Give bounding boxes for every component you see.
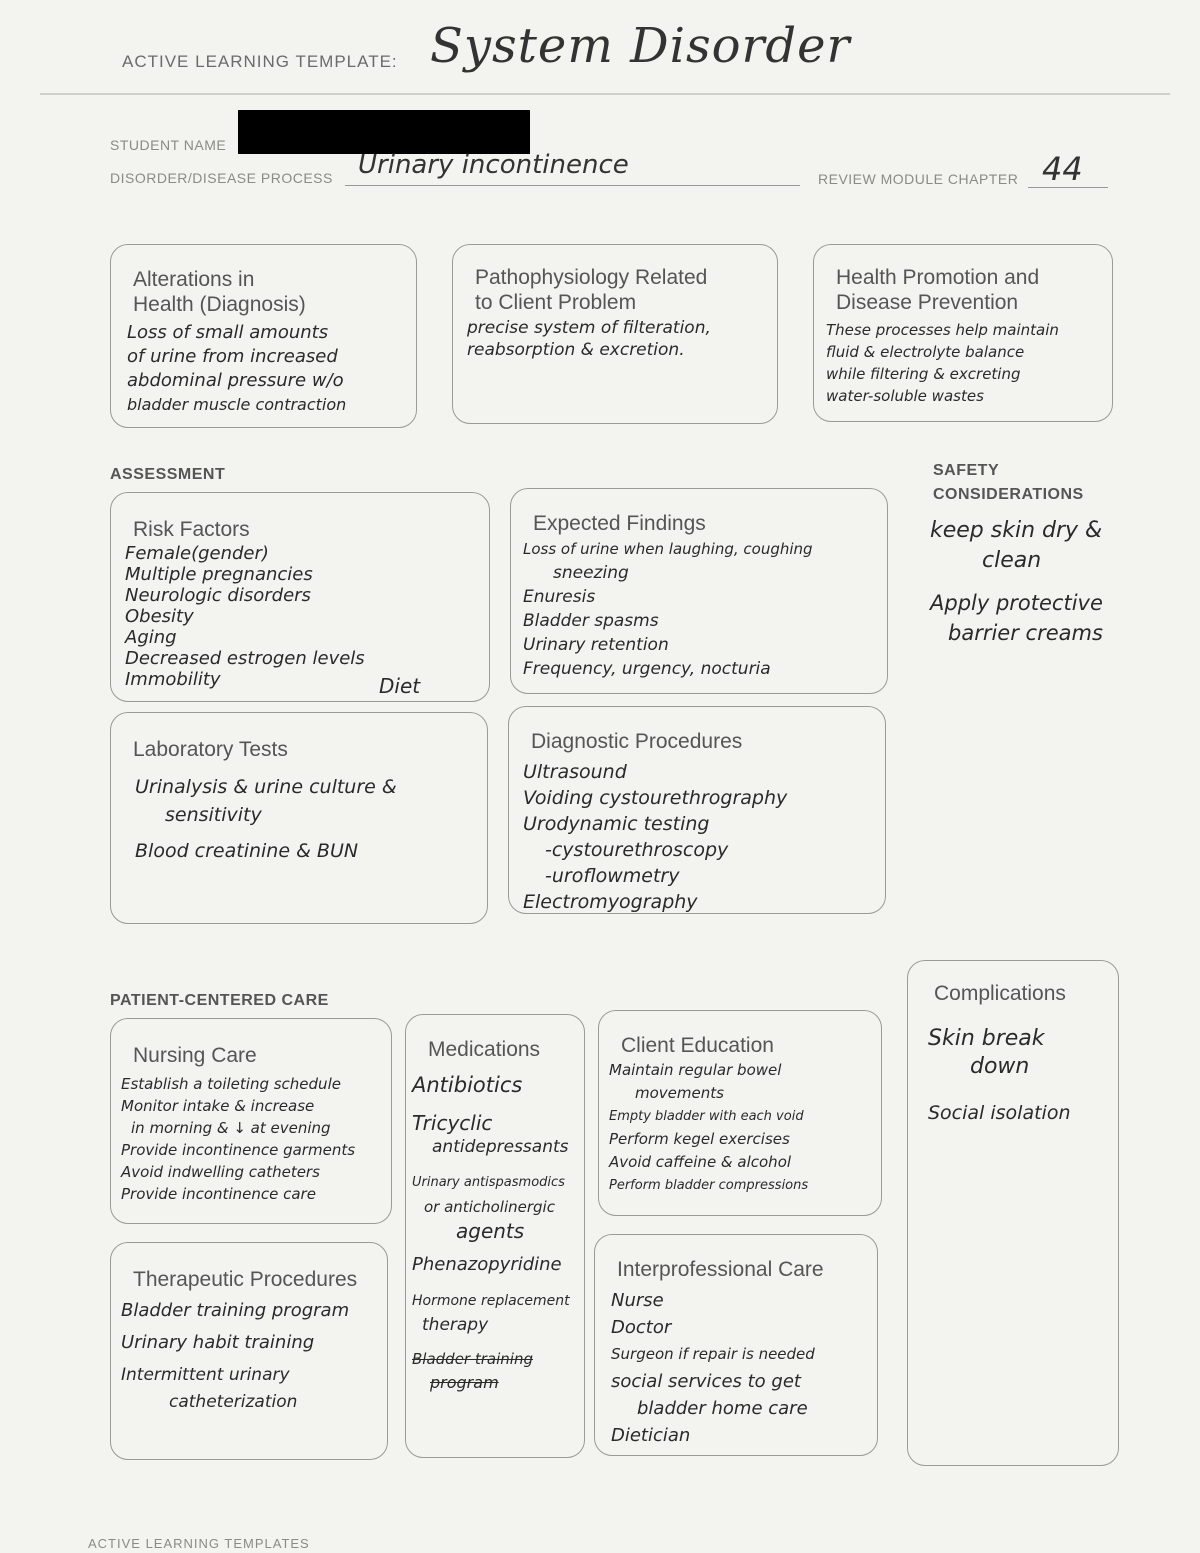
interprofessional-item: Surgeon if repair is needed [611,1345,815,1363]
template-title: System Disorder [430,18,851,74]
expected-finding-item: Loss of urine when laughing, coughing [523,540,813,558]
medication-item: Hormone replacement [412,1293,570,1309]
diagnostic-procedure-item: -uroflowmetry [545,865,680,887]
redacted-student-name [238,110,530,154]
risk-factor-item: Neurologic disorders [125,585,311,606]
therapeutic-procedure-item: Bladder training program [121,1300,350,1321]
diagnostic-procedure-item: Urodynamic testing [523,813,710,835]
risk-factors-title: Risk Factors [133,518,250,541]
safety-item: Apply protective [930,591,1103,615]
interprofessional-care-title: Interprofessional Care [617,1258,824,1281]
medication-item: Tricyclic [412,1111,493,1135]
medication-item: Urinary antispasmodics [412,1175,565,1190]
client-education-item: Maintain regular bowel [609,1061,782,1079]
expected-finding-item: Frequency, urgency, nocturia [523,659,771,679]
nursing-care-item: Establish a toileting schedule [121,1075,341,1093]
student-name-label: STUDENT NAME [110,137,227,153]
expected-findings-box [510,488,888,694]
medications-box [405,1014,585,1458]
health-promotion-line: water-soluble wastes [826,387,984,405]
interprofessional-item: Doctor [611,1317,672,1338]
nursing-care-item: Monitor intake & increase [121,1097,315,1115]
client-education-item: Empty bladder with each void [609,1109,804,1124]
interprofessional-item: bladder home care [637,1398,808,1419]
nursing-care-item: Avoid indwelling catheters [121,1163,320,1181]
laboratory-test-item: Blood creatinine & BUN [135,840,359,862]
client-education-box [598,1010,882,1216]
diagnostic-procedure-item: Voiding cystourethrography [523,787,788,809]
therapeutic-procedure-item: catheterization [169,1392,298,1412]
client-education-item: Perform bladder compressions [609,1178,809,1193]
risk-factor-item: Decreased estrogen levels [125,648,365,669]
medication-item: antidepressants [432,1137,569,1157]
disorder-line [345,185,800,186]
medication-item: Phenazopyridine [412,1254,562,1275]
diagnostic-procedures-title: Diagnostic Procedures [531,730,743,753]
laboratory-tests-title: Laboratory Tests [133,738,288,761]
diagnostic-procedure-item: Electromyography [523,891,698,913]
medication-struck-item: Bladder training [412,1350,533,1368]
laboratory-tests-box [110,712,488,924]
risk-factor-extra: Diet [379,674,421,698]
chapter-label: REVIEW MODULE CHAPTER [818,171,1019,187]
nursing-care-item: in morning & ↓ at evening [131,1119,331,1137]
nursing-care-box [110,1018,392,1224]
risk-factors-box [110,492,490,702]
medication-item: agents [456,1219,525,1243]
safety-item: keep skin dry & [930,518,1103,543]
client-education-item: movements [635,1084,724,1102]
risk-factor-item: Obesity [125,606,194,627]
risk-factor-item: Immobility [125,669,221,690]
therapeutic-procedures-box [110,1242,388,1460]
assessment-label: ASSESSMENT [110,466,226,483]
alterations-title-1: Alterations in [133,268,255,291]
pathophysiology-line: reabsorption & excretion. [467,340,685,360]
health-promotion-title-1: Health Promotion and [836,266,1040,289]
medications-title: Medications [428,1038,541,1061]
footer-label: ACTIVE LEARNING TEMPLATES [88,1536,310,1551]
alterations-line: bladder muscle contraction [127,395,347,414]
nursing-care-item: Provide incontinence care [121,1185,316,1203]
safety-label-2: CONSIDERATIONS [933,486,1084,503]
template-label: ACTIVE LEARNING TEMPLATE: [122,52,398,71]
interprofessional-care-box [594,1234,878,1456]
patient-care-label: PATIENT-CENTERED CARE [110,992,329,1009]
complications-title: Complications [934,982,1066,1005]
pathophysiology-line: precise system of filteration, [467,318,711,338]
diagnostic-procedures-box [508,706,886,914]
therapeutic-procedure-item: Urinary habit training [121,1332,315,1353]
health-promotion-title-2: Disease Prevention [836,291,1019,314]
expected-finding-item: Enuresis [523,587,596,607]
complication-item: Social isolation [928,1102,1071,1124]
medication-struck-item: program [430,1373,499,1392]
disorder-value: Urinary incontinence [358,150,629,180]
safety-label-1: SAFETY [933,462,1000,479]
therapeutic-procedure-item: Intermittent urinary [121,1365,290,1385]
expected-finding-item: Bladder spasms [523,611,659,631]
complications-box [907,960,1119,1466]
alterations-line: of urine from increased [127,346,338,367]
pathophysiology-title-1: Pathophysiology Related [475,266,708,289]
risk-factor-item: Female(gender) [125,543,269,564]
risk-factor-item: Multiple pregnancies [125,564,313,585]
alterations-box [110,244,417,428]
alterations-title-2: Health (Diagnosis) [133,293,306,316]
diagnostic-procedure-item: -cystourethroscopy [545,839,729,861]
chapter-value: 44 [1042,150,1083,188]
alterations-line: abdominal pressure w/o [127,370,344,391]
therapeutic-procedures-title: Therapeutic Procedures [133,1268,358,1291]
alterations-line: Loss of small amounts [127,322,329,343]
laboratory-test-item: Urinalysis & urine culture & [135,776,397,798]
risk-factor-item: Aging [125,627,177,648]
pathophysiology-box [452,244,778,424]
health-promotion-line: while filtering & excreting [826,365,1021,383]
safety-label [933,459,1084,507]
medication-item: Antibiotics [412,1073,523,1097]
pathophysiology-title-2: to Client Problem [475,291,637,314]
complication-item: down [970,1054,1030,1079]
health-promotion-box [813,244,1113,422]
safety-item: clean [982,548,1042,573]
nursing-care-title: Nursing Care [133,1044,257,1067]
expected-finding-item: sneezing [553,563,629,583]
disorder-label: DISORDER/DISEASE PROCESS [110,170,333,186]
header-rule [40,93,1170,95]
diagnostic-procedure-item: Ultrasound [523,761,627,783]
safety-item: barrier creams [948,621,1103,645]
health-promotion-line: These processes help maintain [826,321,1059,339]
client-education-item: Avoid caffeine & alcohol [609,1153,792,1171]
client-education-item: Perform kegel exercises [609,1130,790,1148]
expected-finding-item: Urinary retention [523,635,669,655]
medication-item: therapy [422,1315,489,1335]
complication-item: Skin break [928,1026,1045,1051]
laboratory-test-item: sensitivity [165,804,262,826]
interprofessional-item: social services to get [611,1371,801,1392]
nursing-care-item: Provide incontinence garments [121,1141,356,1159]
client-education-title: Client Education [621,1034,774,1057]
interprofessional-item: Dietician [611,1425,691,1446]
expected-findings-title: Expected Findings [533,512,706,535]
medication-item: or anticholinergic [424,1198,555,1216]
interprofessional-item: Nurse [611,1290,664,1311]
health-promotion-line: fluid & electrolyte balance [826,343,1025,361]
